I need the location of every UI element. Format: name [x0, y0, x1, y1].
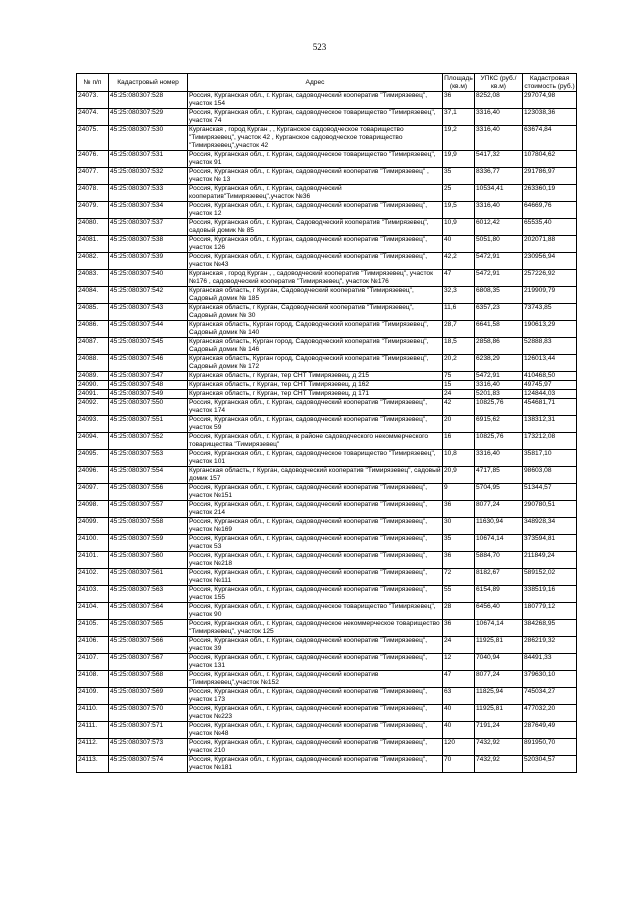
cell-row-number: 24084. [77, 287, 109, 304]
cell-row-number: 24087. [77, 338, 109, 355]
cell-cadastral-number: 45:25:080307:530 [109, 126, 188, 151]
cell-cadastral-value: 291786,97 [523, 168, 577, 185]
cell-upks: 6012,42 [475, 219, 523, 236]
cell-row-number: 24074. [77, 109, 109, 126]
cell-row-number: 24099. [77, 518, 109, 535]
cell-cadastral-value: 477032,20 [523, 705, 577, 722]
table-body [77, 92, 577, 773]
cell-cadastral-number: 45:25:080307:543 [109, 304, 188, 321]
cell-row-number: 24091. [77, 390, 109, 399]
cell-cadastral-value: 63674,84 [523, 126, 577, 151]
cell-address: Россия, Курганская обл., г. Курган, садоводческий кооператив "Тимирязевец", участок 126 [188, 236, 443, 253]
cell-upks: 10825,76 [475, 399, 523, 416]
cell-upks: 10825,76 [475, 433, 523, 450]
cell-row-number: 24100. [77, 535, 109, 552]
table-header-row [77, 74, 577, 92]
cell-address: Курганская , город Курган , , садоводческий кооператив "Тимирязевец", участок №176 , садоводческий кооператив "Тимирязевец", участок №176 [188, 270, 443, 287]
cell-address: Россия, Курганская обл., г. Курган, садоводческий кооператив "Тимирязевец",участок №152 [188, 671, 443, 688]
cell-upks: 2858,86 [475, 338, 523, 355]
cell-cadastral-number: 45:25:080307:563 [109, 586, 188, 603]
cell-area: 35 [443, 535, 475, 552]
table-row [77, 287, 577, 304]
cell-cadastral-number: 45:25:080307:556 [109, 484, 188, 501]
cell-upks: 3316,40 [475, 381, 523, 390]
header-upks: УПКС (руб./кв.м) [475, 74, 523, 92]
cell-upks: 10674,14 [475, 620, 523, 637]
cell-upks: 6238,29 [475, 355, 523, 372]
cell-upks: 7040,94 [475, 654, 523, 671]
cell-cadastral-value: 73743,85 [523, 304, 577, 321]
cell-address: Курганская область, г Курган, тер СНТ Тимирязевец, д 171 [188, 390, 443, 399]
table-row [77, 304, 577, 321]
cell-cadastral-number: 45:25:080307:529 [109, 109, 188, 126]
cell-cadastral-number: 45:25:080307:532 [109, 168, 188, 185]
cell-cadastral-value: 297074,98 [523, 92, 577, 109]
cell-area: 9 [443, 484, 475, 501]
cell-area: 32,3 [443, 287, 475, 304]
cell-area: 75 [443, 372, 475, 381]
cell-area: 15 [443, 381, 475, 390]
cadastral-value-table [76, 73, 577, 773]
table-row [77, 168, 577, 185]
cell-row-number: 24077. [77, 168, 109, 185]
cell-cadastral-value: 348928,34 [523, 518, 577, 535]
cell-row-number: 24103. [77, 586, 109, 603]
cell-upks: 6808,35 [475, 287, 523, 304]
cell-area: 18,5 [443, 338, 475, 355]
table-row [77, 637, 577, 654]
cell-upks: 7432,92 [475, 739, 523, 756]
cell-area: 40 [443, 236, 475, 253]
cell-address: Курганская , город Курган , , Курганское садоводческое товарищество "Тимирязевец", участок 42 , Курганское садоводческое товарищество "Тимирязевец",участок 42 [188, 126, 443, 151]
cell-address: Россия, Курганская обл., г. Курган, садоводческий кооператив "Тимирязевец", участок №218 [188, 552, 443, 569]
cell-address: Курганская область, г Курган, тер СНТ Тимирязевец, д 215 [188, 372, 443, 381]
cell-cadastral-number: 45:25:080307:574 [109, 756, 188, 773]
header-area: Площадь (кв.м) [444, 74, 473, 90]
cell-cadastral-value: 124844,03 [523, 390, 577, 399]
cell-upks: 6154,89 [475, 586, 523, 603]
cell-cadastral-number: 45:25:080307:537 [109, 219, 188, 236]
cell-cadastral-number: 45:25:080307:557 [109, 501, 188, 518]
cell-address: Россия, Курганская обл., г. Курган, садоводческое товарищество "Тимирязевец", участок 91 [188, 151, 443, 168]
cell-cadastral-value: 35817,10 [523, 450, 577, 467]
cell-upks: 7191,24 [475, 722, 523, 739]
cell-cadastral-number: 45:25:080307:571 [109, 722, 188, 739]
cell-area: 47 [443, 671, 475, 688]
cell-area: 36 [443, 620, 475, 637]
cell-cadastral-number: 45:25:080307:539 [109, 253, 188, 270]
table-row [77, 552, 577, 569]
cell-cadastral-value: 589152,02 [523, 569, 577, 586]
cell-area: 42,2 [443, 253, 475, 270]
cell-cadastral-number: 45:25:080307:540 [109, 270, 188, 287]
cell-address: Россия, Курганская обл., г. Курган, садоводческий кооператив "Тимирязевец", участок №43 [188, 253, 443, 270]
cell-cadastral-number: 45:25:080307:538 [109, 236, 188, 253]
cell-cadastral-number: 45:25:080307:565 [109, 620, 188, 637]
cell-row-number: 24096. [77, 467, 109, 484]
cell-address: Россия, Курганская обл., г. Курган, садоводческий кооператив "Тимирязевец", участок №223 [188, 705, 443, 722]
cell-cadastral-value: 211849,24 [523, 552, 577, 569]
table-row [77, 355, 577, 372]
cell-address: Курганская область, г Курган, садоводческий кооператив "Тимирязевец", садовый домик 157 [189, 467, 441, 482]
cell-area: 25 [443, 185, 475, 202]
cell-address: Россия, Курганская обл., г. Курган, садоводческое товарищество "Тимирязевец", участок 101 [188, 450, 443, 467]
cell-cadastral-number: 45:25:080307:544 [109, 321, 188, 338]
table-row [77, 372, 577, 381]
cell-address: Россия, Курганская обл., г. Курган, садоводческое некоммерческое товарищество "Тимирязевец", участок 125 [188, 620, 443, 637]
cell-cadastral-value: 286219,32 [523, 637, 577, 654]
cell-row-number: 24093. [77, 416, 109, 433]
cell-cadastral-number: 45:25:080307:560 [109, 552, 188, 569]
table-row [77, 688, 577, 705]
table-row [77, 467, 577, 484]
cell-area: 47 [443, 270, 475, 287]
cell-cadastral-number: 45:25:080307:566 [109, 637, 188, 654]
cell-area: 24 [443, 637, 475, 654]
cell-cadastral-value: 49745,97 [523, 381, 577, 390]
cell-row-number: 24104. [77, 603, 109, 620]
table-row [77, 586, 577, 603]
table-row [77, 705, 577, 722]
cell-row-number: 24083. [77, 270, 109, 287]
cell-row-number: 24085. [77, 304, 109, 321]
table-row [77, 381, 577, 390]
cell-row-number: 24107. [77, 654, 109, 671]
cell-address: Россия, Курганская обл., г. Курган, садоводческий кооператив "Тимирязевец", участок 59 [188, 416, 443, 433]
table-row [77, 185, 577, 202]
table-row [77, 620, 577, 637]
cell-cadastral-value: 98603,08 [523, 467, 577, 484]
cell-address: Россия, Курганская обл., г. Курган, садоводческий кооператив "Тимирязевец", участок 12 [188, 202, 443, 219]
page-number: 523 [312, 42, 327, 52]
table-row [77, 433, 577, 450]
cell-area: 28,7 [443, 321, 475, 338]
cell-cadastral-number: 45:25:080307:547 [109, 372, 188, 381]
cell-cadastral-number: 45:25:080307:553 [109, 450, 188, 467]
cell-cadastral-value: 290780,51 [523, 501, 577, 518]
cell-address: Россия, Курганская обл., г. Курган, садоводческий кооператив "Тимирязевец", участок №181 [188, 756, 443, 773]
cell-row-number: 24082. [77, 253, 109, 270]
cell-row-number: 24088. [77, 355, 109, 372]
cell-address: Россия, Курганская обл., г. Курган, садоводческий кооператив "Тимирязевец", участок №169 [188, 518, 443, 535]
cell-address: Россия, Курганская обл., г. Курган, садоводческий кооператив "Тимирязевец", участок 155 [188, 586, 443, 603]
cell-address: Курганская область, Курган город, Садоводческий кооператив "Тимирязевец", Садовый домик № 172 [188, 355, 443, 372]
cell-row-number: 24090. [77, 381, 109, 390]
cell-cadastral-number: 45:25:080307:568 [109, 671, 188, 688]
table-row [77, 722, 577, 739]
cell-cadastral-number: 45:25:080307:573 [109, 739, 188, 756]
cell-area: 55 [443, 586, 475, 603]
cell-cadastral-value: 84491,33 [523, 654, 577, 671]
cell-address: Россия, Курганская обл., г. Курган, садоводческий кооператив "Тимирязевец", участок №48 [188, 722, 443, 739]
table-row [77, 671, 577, 688]
table-row [77, 484, 577, 501]
table-row [77, 151, 577, 168]
header-cadastral-number: Кадастровый номер [109, 74, 188, 92]
cell-cadastral-number: 45:25:080307:549 [109, 390, 188, 399]
cell-cadastral-value: 190613,29 [523, 321, 577, 338]
cell-cadastral-value: 51344,57 [523, 484, 577, 501]
cell-cadastral-value: 123038,36 [523, 109, 577, 126]
cell-cadastral-value: 891950,70 [523, 739, 577, 756]
cell-area: 42 [443, 399, 475, 416]
cell-address: Россия, Курганская обл., г. Курган, садоводческий кооператив "Тимирязевец", участок 131 [188, 654, 443, 671]
cell-area: 36 [443, 501, 475, 518]
cell-cadastral-value: 454681,71 [523, 399, 577, 416]
cell-row-number: 24109. [77, 688, 109, 705]
cell-upks: 3316,40 [475, 109, 523, 126]
cell-cadastral-number: 45:25:080307:558 [109, 518, 188, 535]
cell-cadastral-value: 52888,83 [523, 338, 577, 355]
cell-row-number: 24076. [77, 151, 109, 168]
cell-upks: 5417,32 [475, 151, 523, 168]
cell-address: Курганская область, г Курган, Садоводческий кооператив "Тимирязевец", Садовый домик № 30 [188, 304, 443, 321]
cell-cadastral-number: 45:25:080307:567 [109, 654, 188, 671]
cell-upks: 6456,40 [475, 603, 523, 620]
cell-row-number: 24094. [77, 433, 109, 450]
cell-cadastral-value: 745034,27 [523, 688, 577, 705]
header-number: № п/п [77, 74, 109, 92]
cell-upks: 10674,14 [475, 535, 523, 552]
cell-cadastral-value: 65535,40 [523, 219, 577, 236]
table-row [77, 603, 577, 620]
cell-row-number: 24075. [77, 126, 109, 151]
header-address: Адрес [188, 74, 443, 92]
cell-row-number: 24079. [77, 202, 109, 219]
table-row [77, 450, 577, 467]
cell-address: Курганская область, Курган город, Садоводческий кооператив "Тимирязевец", Садовый домик № 146 [188, 338, 443, 355]
cell-area: 10,9 [443, 219, 475, 236]
cell-row-number: 24073. [77, 92, 109, 109]
cell-address: Россия, Курганская обл., г. Курган, садоводческий кооператив"Тимирязевец",участок №36 [188, 185, 443, 202]
cell-area: 63 [443, 688, 475, 705]
cell-upks: 4717,85 [475, 467, 523, 484]
cell-address: Россия, Курганская обл., г. Курган, садоводческий кооператив "Тимирязевец", участок 154 [188, 92, 443, 109]
cell-row-number: 24081. [77, 236, 109, 253]
cell-area: 40 [443, 722, 475, 739]
table-row [77, 338, 577, 355]
cell-address: Россия, Курганская обл., г. Курган, садоводческий кооператив "Тимирязевец", участок №111 [188, 569, 443, 586]
table-row [77, 321, 577, 338]
cell-area: 37,1 [443, 109, 475, 126]
cell-cadastral-number: 45:25:080307:534 [109, 202, 188, 219]
table-row [77, 236, 577, 253]
table-row [77, 92, 577, 109]
cell-row-number: 24080. [77, 219, 109, 236]
cell-cadastral-value: 520304,57 [523, 756, 577, 773]
cell-upks: 8252,08 [475, 92, 523, 109]
cell-cadastral-number: 45:25:080307:548 [109, 381, 188, 390]
cell-cadastral-number: 45:25:080307:550 [109, 399, 188, 416]
cell-row-number: 24086. [77, 321, 109, 338]
cell-area: 36 [443, 552, 475, 569]
cell-cadastral-value: 64669,76 [523, 202, 577, 219]
cell-area: 35 [443, 168, 475, 185]
cell-cadastral-value: 257226,92 [523, 270, 577, 287]
cell-area: 19,5 [443, 202, 475, 219]
cell-upks: 3316,40 [475, 202, 523, 219]
cell-address: Курганская область, Курган город, Садоводческий кооператив "Тимирязевец", Садовый домик № 140 [188, 321, 443, 338]
cell-area: 16 [443, 433, 475, 450]
cell-area: 12 [443, 654, 475, 671]
cell-row-number: 24089. [77, 372, 109, 381]
cell-area: 28 [443, 603, 475, 620]
cell-upks: 5472,91 [475, 253, 523, 270]
cell-address: Россия, Курганская обл., г. Курган, Садоводческий кооператив "Тимирязевец", садовый домик № 85 [188, 219, 443, 236]
table-row [77, 739, 577, 756]
cell-address: Россия, Курганская обл., г. Курган, садоводческое товарищество "Тимирязевец", участок 90 [188, 603, 443, 620]
table-row [77, 535, 577, 552]
cell-upks: 5884,70 [475, 552, 523, 569]
cell-upks: 5704,95 [475, 484, 523, 501]
cell-cadastral-number: 45:25:080307:554 [109, 467, 188, 484]
cell-cadastral-number: 45:25:080307:561 [109, 569, 188, 586]
cell-address: Россия, Курганская обл., г. Курган, садоводческий кооператив "Тимирязевец", участок №151 [188, 484, 443, 501]
cell-cadastral-value: 126013,44 [523, 355, 577, 372]
cell-area: 36 [443, 92, 475, 109]
cell-cadastral-value: 138312,31 [523, 416, 577, 433]
cell-upks: 6357,23 [475, 304, 523, 321]
cell-cadastral-number: 45:25:080307:552 [109, 433, 188, 450]
table-row [77, 390, 577, 399]
cell-row-number: 24105. [77, 620, 109, 637]
cell-row-number: 24078. [77, 185, 109, 202]
cell-area: 10,8 [443, 450, 475, 467]
cell-address: Россия, Курганская обл., г. Курган, садоводческий кооператив "Тимирязевец", участок 174 [188, 399, 443, 416]
table-row [77, 501, 577, 518]
cell-upks: 11925,81 [475, 637, 523, 654]
cell-upks: 5472,91 [475, 372, 523, 381]
cell-cadastral-value: 107804,62 [523, 151, 577, 168]
cell-cadastral-value: 219909,79 [523, 287, 577, 304]
cell-address: Россия, Курганская обл., г. Курган, садоводческий кооператив "Тимирязевец", участок 39 [188, 637, 443, 654]
cell-upks: 11825,94 [475, 688, 523, 705]
cell-cadastral-number: 45:25:080307:531 [109, 151, 188, 168]
cell-upks: 8077,24 [475, 501, 523, 518]
header-cadastral-value: Кадастровая стоимость (руб.) [524, 74, 575, 90]
cell-row-number: 24108. [77, 671, 109, 688]
cell-cadastral-value: 384268,95 [523, 620, 577, 637]
cell-area: 70 [443, 756, 475, 773]
cell-row-number: 24095. [77, 450, 109, 467]
table-row [77, 219, 577, 236]
cell-upks: 8182,67 [475, 569, 523, 586]
cell-cadastral-value: 287649,49 [523, 722, 577, 739]
cell-row-number: 24110. [77, 705, 109, 722]
cell-address: Россия, Курганская обл., г. Курган, садоводческий кооператив "Тимирязевец", участок 173 [188, 688, 443, 705]
cell-upks: 7432,92 [475, 756, 523, 773]
cell-area: 40 [443, 705, 475, 722]
cell-cadastral-value: 338519,16 [523, 586, 577, 603]
cell-row-number: 24106. [77, 637, 109, 654]
cell-address: Россия, Курганская обл., г. Курган, садоводческий кооператив "Тимирязевец", участок 53 [188, 535, 443, 552]
cell-upks: 3316,40 [475, 126, 523, 151]
cell-cadastral-value: 230956,94 [523, 253, 577, 270]
table-row [77, 399, 577, 416]
cell-cadastral-number: 45:25:080307:569 [109, 688, 188, 705]
cell-row-number: 24113. [77, 756, 109, 773]
cell-cadastral-number: 45:25:080307:559 [109, 535, 188, 552]
cell-area: 72 [443, 569, 475, 586]
cell-cadastral-number: 45:25:080307:570 [109, 705, 188, 722]
cell-cadastral-number: 45:25:080307:564 [109, 603, 188, 620]
cell-upks: 11925,81 [475, 705, 523, 722]
cell-address: Россия, Курганская обл., г. Курган, садоводческий кооператив "Тимирязевец", участок 214 [188, 501, 443, 518]
cell-cadastral-value: 180779,12 [523, 603, 577, 620]
table-row [77, 202, 577, 219]
cell-cadastral-number: 45:25:080307:533 [109, 185, 188, 202]
cell-upks: 5201,83 [475, 390, 523, 399]
cell-address: Россия, Курганская обл., г. Курган, садоводческий кооператив "Тимирязевец" , участок № 13 [188, 168, 443, 185]
cell-row-number: 24112. [77, 739, 109, 756]
table-row [77, 270, 577, 287]
cell-row-number: 24111. [77, 722, 109, 739]
cell-row-number: 24097. [77, 484, 109, 501]
cell-upks: 3316,40 [475, 450, 523, 467]
cell-area: 20,9 [443, 467, 475, 484]
cell-address: Курганская область, г Курган, Садоводческий кооператив "Тимирязевец", Садовый домик № 185 [188, 287, 443, 304]
cell-cadastral-value: 373594,81 [523, 535, 577, 552]
cell-upks: 8077,24 [475, 671, 523, 688]
table-row [77, 654, 577, 671]
cell-upks: 8336,77 [475, 168, 523, 185]
cell-cadastral-value: 379630,10 [523, 671, 577, 688]
cell-upks: 5472,91 [475, 270, 523, 287]
cell-upks: 6641,58 [475, 321, 523, 338]
cell-cadastral-number: 45:25:080307:542 [109, 287, 188, 304]
cell-row-number: 24092. [77, 399, 109, 416]
cell-address: Россия, Курганская обл., г. Курган, садоводческое товарищество "Тимирязевец", участок 74 [188, 109, 443, 126]
cell-area: 19,2 [443, 126, 475, 151]
table-row [77, 126, 577, 151]
cell-cadastral-number: 45:25:080307:546 [109, 355, 188, 372]
cell-upks: 10534,41 [475, 185, 523, 202]
cell-address: Курганская область, г Курган, тер СНТ Тимирязевец, д 162 [188, 381, 443, 390]
cell-area: 20,2 [443, 355, 475, 372]
cell-upks: 5051,80 [475, 236, 523, 253]
cell-upks: 6915,62 [475, 416, 523, 433]
cell-cadastral-value: 173212,08 [523, 433, 577, 450]
cell-area: 11,6 [443, 304, 475, 321]
cell-cadastral-number: 45:25:080307:551 [109, 416, 188, 433]
cell-cadastral-value: 263360,19 [523, 185, 577, 202]
cell-cadastral-value: 202071,88 [523, 236, 577, 253]
cell-area: 19,9 [443, 151, 475, 168]
cell-area: 24 [443, 390, 475, 399]
cell-upks: 11630,94 [475, 518, 523, 535]
table-row [77, 569, 577, 586]
cell-cadastral-number: 45:25:080307:545 [109, 338, 188, 355]
table-row [77, 518, 577, 535]
cell-area: 30 [443, 518, 475, 535]
table-row [77, 253, 577, 270]
cell-address: Россия, Курганская обл., г. Курган, садоводческий кооператив "Тимирязевец", участок 210 [188, 739, 443, 756]
cell-area: 120 [443, 739, 475, 756]
cell-row-number: 24098. [77, 501, 109, 518]
cell-address: Россия, Курганская обл., г. Курган, в районе садоводческого некоммерческого товарищества "Тимирязевец" [188, 433, 443, 450]
table-row [77, 756, 577, 773]
cell-cadastral-value: 410468,50 [523, 372, 577, 381]
cell-cadastral-number: 45:25:080307:528 [109, 92, 188, 109]
table-row [77, 109, 577, 126]
cell-row-number: 24101. [77, 552, 109, 569]
table-row [77, 416, 577, 433]
cell-row-number: 24102. [77, 569, 109, 586]
cell-area: 20 [443, 416, 475, 433]
